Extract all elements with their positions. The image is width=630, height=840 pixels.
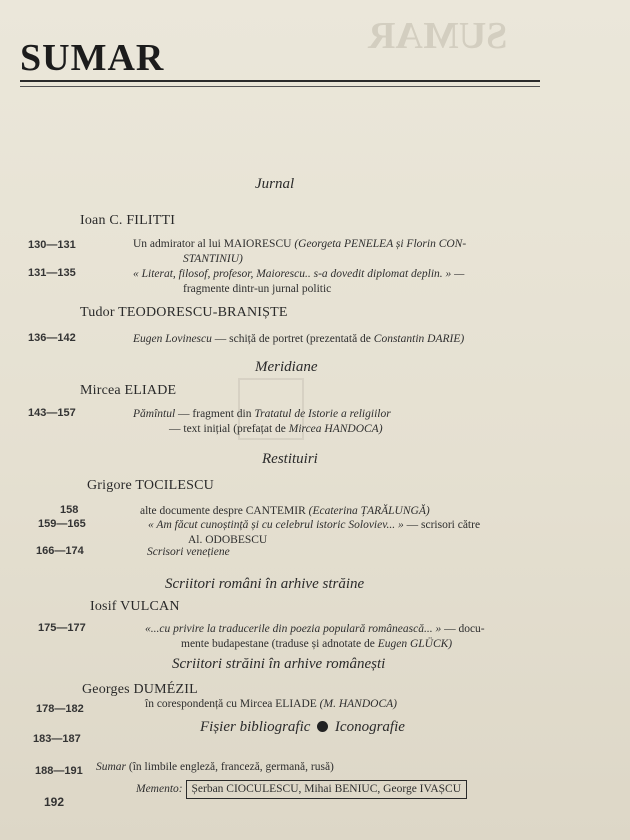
pages-e8: 175—177: [38, 622, 86, 634]
entry-e8-quote: «...cu privire la traducerile din poezia populară românească... »: [145, 623, 442, 635]
entry-e6-quote: « Am făcut cunoștință și cu celebrul istoric Soloviev... »: [148, 519, 404, 531]
entry-e8-text: — docu-: [441, 623, 485, 635]
entry-e2-quote: « Literat, filosof, profesor, Maiorescu.. s-a dovedit diplomat deplin. » —: [133, 268, 465, 280]
author-vulcan: Iosif VULCAN: [90, 599, 180, 614]
entry-e4-text2: — text inițial (prefațat de: [169, 423, 289, 435]
title-rule-thin: [20, 86, 540, 87]
page-title: SUMAR: [20, 37, 165, 79]
entry-e11: [96, 760, 556, 775]
entry-e11-title: Sumar: [96, 761, 127, 773]
entry-e3-credit: Constantin DARIE): [373, 333, 465, 345]
entry-e12: [136, 780, 566, 799]
entry-e6: [148, 518, 568, 548]
pages-e2: 131—135: [28, 267, 76, 279]
entry-e5-credit: (Ecaterina ȚARĂLUNGĂ): [308, 505, 430, 517]
section-arhive-romanesti: Scriitori străini în arhive românești: [172, 656, 386, 672]
author-dumezil: Georges DUMÉZIL: [82, 682, 198, 697]
section-iconografie-label: Iconografie: [334, 719, 405, 735]
pages-e6: 159—165: [38, 518, 86, 530]
entry-e2-text: fragmente dintr-un jurnal politic: [183, 283, 332, 295]
entry-e5: [140, 504, 560, 519]
author-filitti: Ioan C. FILITTI: [80, 213, 176, 228]
pages-e1: 130—131: [28, 239, 76, 251]
author-tocilescu: Grigore TOCILESCU: [87, 478, 214, 493]
entry-e1-credit: (Georgeta PENELEA și Florin CON-: [294, 238, 467, 250]
entry-e1-credit-cont: STANTINIU): [183, 253, 243, 265]
pages-e4: 143—157: [28, 407, 76, 419]
bleed-through-title: SUMAR: [368, 15, 508, 57]
pages-e9: 178—182: [36, 703, 84, 715]
section-arhive-straine: Scriitori români în arhive străine: [165, 576, 365, 592]
pages-e12: 192: [44, 795, 65, 809]
entry-e6-recipient: Al. ODOBESCU: [188, 534, 268, 546]
entry-e2: [133, 267, 563, 297]
entry-e1: [133, 237, 563, 267]
entry-e4-title: Pămîntul: [133, 408, 176, 420]
pages-e3: 136—142: [28, 332, 76, 344]
entry-e5-text: alte documente despre CANTEMIR: [140, 505, 309, 517]
pages-e11: 188—191: [35, 765, 83, 777]
memento-box: Șerban CIOCULESCU, Mihai BENIUC, George IVAȘCU: [186, 780, 468, 799]
entry-e3: [133, 332, 563, 347]
entry-e7-title: Scrisori venețiene: [147, 546, 230, 558]
entry-e8: [145, 622, 565, 652]
entry-e3-title: Eugen Lovinescu: [133, 333, 212, 345]
entry-e3-text: — schiță de portret (prezentată de: [211, 333, 374, 345]
section-fisier-label: Fișier bibliografic: [200, 719, 311, 735]
memento-label: Memento:: [136, 783, 183, 795]
bullet-icon: [317, 721, 328, 732]
entry-e9: [145, 697, 565, 712]
author-eliade: Mircea ELIADE: [80, 383, 177, 398]
section-restituiri: Restituiri: [262, 451, 318, 467]
entry-e4-work: Tratatul de Istorie a religiilor: [254, 408, 391, 420]
entry-e4: [133, 407, 563, 437]
pages-e10: 183—187: [33, 733, 81, 745]
entry-e9-text: în corespondență cu Mircea ELIADE: [145, 698, 320, 710]
pages-e7: 166—174: [36, 545, 84, 557]
entry-e4-credit: Mircea HANDOCA): [288, 423, 383, 435]
section-fisier: [200, 719, 405, 736]
pages-e5: 158: [60, 504, 79, 516]
entry-e7: [147, 545, 567, 560]
entry-e8-text2: mente budapestane (traduse și adnotate de: [181, 638, 378, 650]
entry-e1-text: Un admirator al lui MAIORESCU: [133, 238, 295, 250]
section-jurnal: Jurnal: [255, 176, 295, 192]
author-teodorescu: Tudor TEODORESCU-BRANIȘTE: [80, 305, 288, 320]
section-meridiane: Meridiane: [255, 359, 318, 375]
entry-e9-credit: (M. HANDOCA): [319, 698, 397, 710]
entry-e4-text: — fragment din: [175, 408, 255, 420]
title-rule: [20, 80, 540, 82]
entry-e11-text: (în limbile engleză, franceză, germană, rusă): [126, 761, 334, 773]
entry-e8-credit: Eugen GLÜCK): [377, 638, 453, 650]
entry-e6-text: — scrisori către: [403, 519, 481, 531]
